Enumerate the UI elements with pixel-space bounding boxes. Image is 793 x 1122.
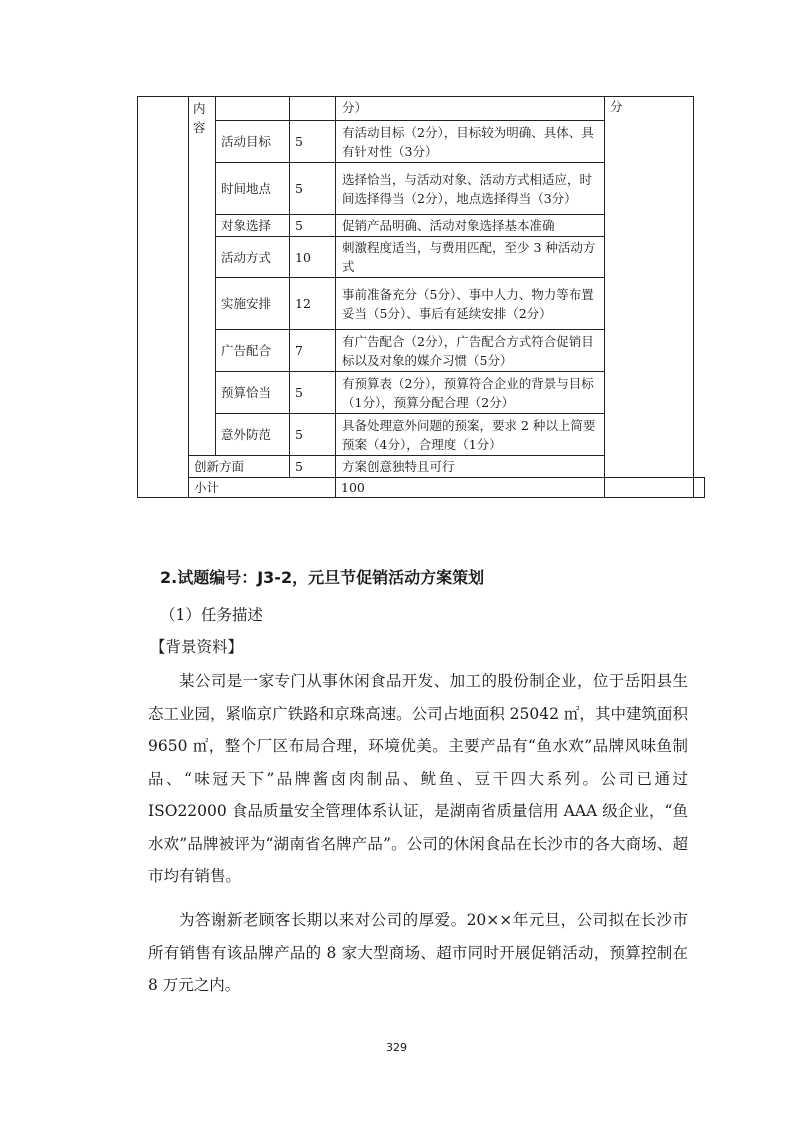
background-title: 【背景资料】 (150, 638, 244, 656)
criteria-cell: 有广告配合（2分），广告配合方式符合促销目标以及对象的媒介习惯（5分） (336, 330, 605, 372)
criteria-cell: 有活动目标（2分），目标较为明确、具体、具有针对性（3分） (336, 121, 605, 163)
item-cell: 意外防范 (216, 414, 290, 456)
item-cell: 对象选择 (216, 215, 290, 237)
subtotal-points: 100 (336, 478, 605, 498)
item-cell: 时间地点 (216, 163, 290, 215)
background-paragraph-1: 某公司是一家专门从事休闲食品开发、加工的股份制企业，位于岳阳县生态工业园，紧临京广铁路和京珠高速。公司占地面积 25042 ㎡，其中建筑面积 9650 ㎡，整个厂区布局合理，环境优美。主要产品有“鱼水欢”品牌风味鱼制品、“味冠天下”品牌酱卤肉制品、鱿鱼、豆干四大系列。公司已通过 ISO22000 食品质量安全管理体系认证，是湖南省质量信用 AAA 级企业，“鱼水欢”品牌被评为“湖南省名牌产品”。公司的休闲食品在长沙市的各大商场、超市均有销售。 (148, 672, 688, 885)
page-number: 329 (386, 1041, 407, 1054)
points-cell: 7 (290, 330, 336, 372)
points-cell (290, 97, 336, 121)
points-cell: 5 (290, 121, 336, 163)
table-row (138, 97, 705, 121)
item-cell: 实施安排 (216, 278, 290, 330)
item-cell: 创新方面 (189, 456, 290, 478)
points-cell: 12 (290, 278, 336, 330)
subtotal-row (138, 478, 705, 498)
item-cell: 活动方式 (216, 237, 290, 278)
scoring-table (137, 96, 705, 498)
points-cell: 10 (290, 237, 336, 278)
subtotal-label: 小计 (189, 478, 336, 498)
subheading: （1）任务描述 (160, 606, 263, 624)
section-heading: 2.试题编号：J3-2，元旦节促销活动方案策划 (160, 568, 485, 587)
score-cell (694, 478, 705, 498)
content-label-cell (189, 97, 216, 456)
criteria-cell: 刺激程度适当，与费用匹配，至少 3 种活动方式 (336, 237, 605, 278)
criteria-cell: 事前准备充分（5分）、事中人力、物力等布置妥当（5分）、事后有延续安排（2分） (336, 278, 605, 330)
points-cell: 5 (290, 163, 336, 215)
criteria-cell (605, 478, 694, 498)
criteria-cell: 方案创意独特且可行 (336, 456, 605, 478)
category-cell (138, 97, 189, 498)
item-cell (216, 97, 290, 121)
criteria-cell: 具备处理意外问题的预案，要求 2 种以上简要预案（4分），合理度（1分） (336, 414, 605, 456)
item-cell: 广告配合 (216, 330, 290, 372)
points-cell: 5 (290, 372, 336, 414)
criteria-cell: 分） (336, 97, 605, 121)
score-cell: 分 (605, 97, 694, 478)
points-cell: 5 (290, 456, 336, 478)
criteria-cell: 促销产品明确、活动对象选择基本准确 (336, 215, 605, 237)
criteria-cell: 选择恰当，与活动对象、活动方式相适应，时间选择得当（2分），地点选择得当（3分） (336, 163, 605, 215)
points-cell: 5 (290, 414, 336, 456)
content-label: 内容 (193, 101, 206, 135)
points-cell: 5 (290, 215, 336, 237)
item-cell: 活动目标 (216, 121, 290, 163)
criteria-cell: 有预算表（2分），预算符合企业的背景与目标（1分），预算分配合理（2分） (336, 372, 605, 414)
item-cell: 预算恰当 (216, 372, 290, 414)
background-paragraph-2: 为答谢新老顾客长期以来对公司的厚爱。20××年元旦，公司拟在长沙市所有销售有该品牌产品的 8 家大型商场、超市同时开展促销活动，预算控制在 8 万元之内。 (148, 911, 688, 994)
